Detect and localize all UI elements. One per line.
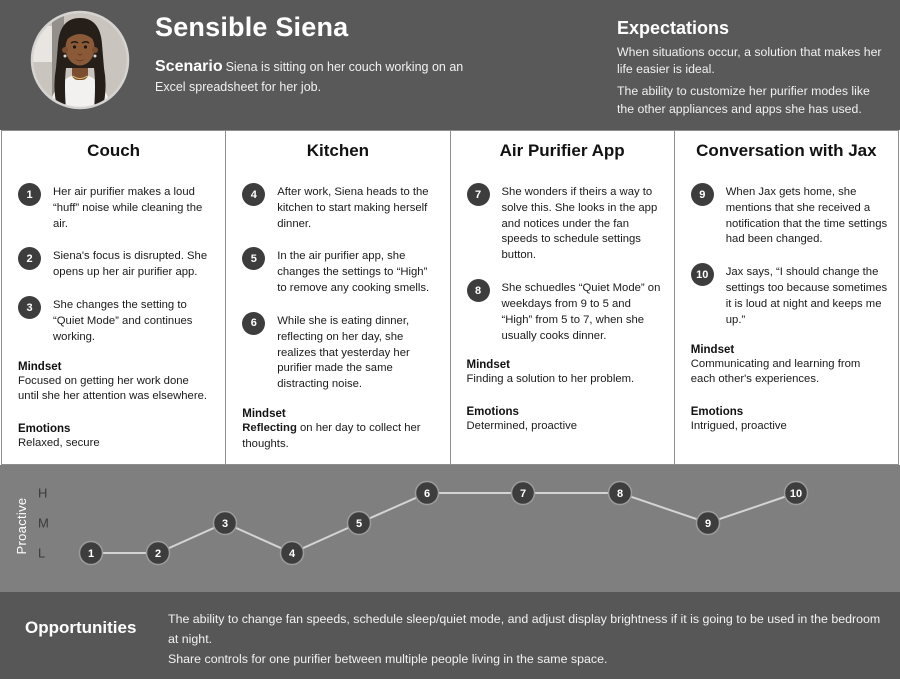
mindset-text: Communicating and learning from each other's experiences. [690, 357, 861, 386]
emotions-block [451, 406, 674, 435]
journey-step [2, 183, 225, 232]
journey-point-number: 7 [519, 488, 527, 500]
mindset-label: Mindset [690, 343, 735, 356]
step-text: While she is eating dinner, reflecting on her day, she realizes that yesterday her purifier made the same distracting noise. [277, 314, 410, 391]
journey-step [226, 247, 449, 296]
journey-columns [1, 130, 899, 465]
mindset-text: Reflecting on her day to collect her thoughts. [242, 421, 421, 450]
journey-point-number: 2 [154, 548, 162, 560]
mindset-block [451, 359, 674, 388]
header [0, 0, 900, 130]
step-number-badge: 6 [242, 312, 265, 335]
y-axis-tick-label: H [38, 485, 48, 501]
step-number-badge: 3 [18, 296, 41, 319]
avatar-photo [30, 10, 130, 110]
opportunities-section [0, 592, 900, 679]
journey-step [226, 183, 449, 232]
mindset-label: Mindset [242, 407, 286, 420]
expectations-item: When situations occur, a solution that makes her life easier is ideal. [617, 45, 882, 77]
journey-step [226, 312, 449, 393]
emotions-label: Emotions [466, 406, 519, 419]
proactive-axis-label: Proactive [14, 497, 29, 555]
step-text: She changes the setting to “Quiet Mode” and continues working. [53, 299, 193, 343]
step-text: Jax says, “I should change the settings too because sometimes it is loud at night and keeps me up.” [725, 266, 888, 326]
mindset-label: Mindset [18, 360, 62, 373]
scenario [155, 55, 485, 96]
scenario-label: Scenario [155, 58, 223, 75]
mindset-block [226, 408, 449, 453]
step-number-badge: 8 [467, 279, 490, 302]
emotions-text: Intrigued, proactive [690, 420, 787, 433]
emotions-text: Relaxed, secure [18, 437, 100, 450]
opportunities-text [168, 610, 890, 670]
step-number-badge: 4 [242, 183, 265, 206]
expectations-item: The ability to customize her purifier modes like the other appliances and apps she has used. [617, 84, 870, 116]
emotions-text: Determined, proactive [466, 420, 578, 433]
emotions-label: Emotions [18, 423, 71, 436]
column-title: Air Purifier App [499, 141, 625, 160]
journey-step [675, 183, 898, 248]
journey-line-chart [0, 465, 900, 592]
avatar [30, 10, 130, 110]
journey-point-number: 6 [423, 488, 431, 500]
journey-point-number: 4 [288, 548, 296, 560]
journey-point-number: 10 [789, 488, 803, 500]
emotions-block [675, 406, 898, 435]
journey-line [91, 493, 796, 553]
column-kitchen [226, 131, 450, 464]
mindset-text: Finding a solution to her problem. [466, 373, 635, 386]
step-text: After work, Siena heads to the kitchen to start making herself dinner. [277, 186, 429, 230]
journey-point-number: 3 [221, 518, 229, 530]
journey-point-number: 1 [87, 548, 95, 560]
mindset-block [675, 344, 898, 389]
step-number-badge: 7 [467, 183, 490, 206]
step-text: When Jax gets home, she mentions that she received a notification that the time settings had been changed. [725, 186, 888, 246]
page-title: Sensible Siena [155, 12, 349, 42]
step-text: She schuedles “Quiet Mode” on weekdays from 9 to 5 and “High” from 5 to 7, when she usually cooks dinner. [501, 282, 661, 342]
opportunities-item: Share controls for one purifier between multiple people living in the same space. [168, 651, 608, 666]
journey-chart-section [0, 465, 900, 592]
step-number-badge: 10 [691, 263, 714, 286]
expectations-title: Expectations [617, 18, 730, 38]
journey-step [2, 296, 225, 345]
column-title: Conversation with Jax [696, 141, 877, 160]
persona-intro [155, 12, 485, 96]
journey-step [2, 247, 225, 281]
emotions-block [2, 423, 225, 452]
step-text: Her air purifier makes a loud “huff” noise while cleaning the air. [53, 186, 203, 230]
scenario-text: Siena is sitting on her couch working on an Excel spreadsheet for her job. [155, 60, 464, 95]
expectations [617, 18, 887, 123]
journey-step [675, 263, 898, 328]
step-number-badge: 9 [691, 183, 714, 206]
journey-point-number: 9 [704, 518, 712, 530]
column-couch [2, 131, 226, 464]
column-conversation-with-jax [675, 131, 898, 464]
mindset-text: Focused on getting her work done until she her attention was elsewhere. [18, 374, 208, 403]
step-text: She wonders if theirs a way to solve this. She looks in the app and notices under the fan speeds to schedule settings button. [501, 186, 658, 262]
column-air-purifier-app [451, 131, 675, 464]
step-number-badge: 5 [242, 247, 265, 270]
journey-step [451, 183, 674, 264]
mindset-label: Mindset [466, 359, 510, 372]
journey-step [451, 279, 674, 344]
mindset-block [2, 361, 225, 406]
emotions-label: Emotions [690, 406, 744, 419]
step-text: Siena's focus is disrupted. She opens up her air purifier app. [53, 250, 208, 279]
journey-point-number: 5 [355, 518, 363, 530]
opportunities-item: The ability to change fan speeds, schedule sleep/quiet mode, and adjust display brightness if it is going to be used in the bedroom at night. [168, 612, 881, 646]
journey-point-number: 8 [616, 488, 624, 500]
step-number-badge: 2 [18, 247, 41, 270]
y-axis-tick-label: M [38, 515, 49, 531]
column-title: Kitchen [306, 141, 370, 160]
y-axis-tick-label: L [38, 545, 46, 561]
opportunities-title: Opportunities [25, 618, 137, 637]
step-number-badge: 1 [18, 183, 41, 206]
column-title: Couch [87, 141, 141, 160]
step-text: In the air purifier app, she changes the settings to “High” to remove any cooking smells. [277, 250, 430, 295]
